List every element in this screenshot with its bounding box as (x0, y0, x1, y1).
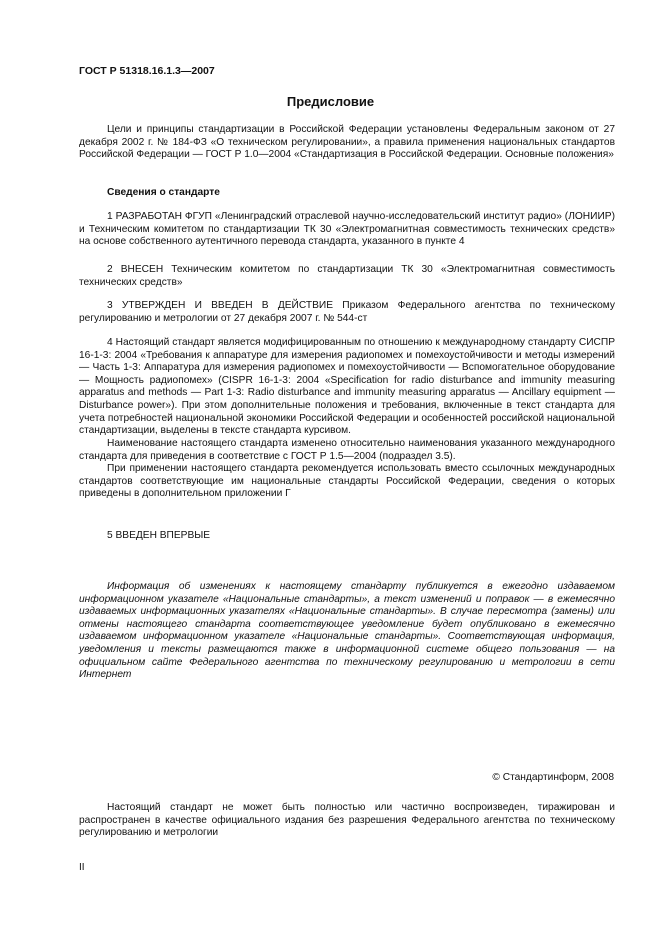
item-4-references: При применении настоящего стандарта рекомендуется использовать вместо ссылочных международных стандартов соответствующие им национальные стандарты Российской Федерации, сведения о которых приведены в дополнительном приложении Г (79, 463, 615, 500)
page-number: II (79, 862, 85, 873)
item-4-naming: Наименование настоящего стандарта изменено относительно наименования указанного международного стандарта для приведения в соответствие с ГОСТ Р 1.5—2004 (подраздел 3.5). (79, 438, 615, 462)
reproduction-notice: Настоящий стандарт не может быть полностью или частично воспроизведен, тиражирован и распространен в качестве официального издания без разрешения Федерального агентства по техническому регулированию и метрологии (79, 802, 615, 839)
intro-paragraph: Цели и принципы стандартизации в Российской Федерации установлены Федеральным законом от 27 декабря 2002 г. № 184-ФЗ «О техническом регулировании», а правила применения национальных стандартов Российской Федерации — ГОСТ Р 1.0—2004 «Стандартизация в Российской Федерации. Основные положения» (79, 124, 615, 161)
item-5: 5 ВВЕДЕН ВПЕРВЫЕ (107, 530, 211, 541)
section-heading: Сведения о стандарте (107, 187, 220, 198)
item-2: 2 ВНЕСЕН Техническим комитетом по стандартизации ТК 30 «Электромагнитная совместимость технических средств» (79, 264, 615, 288)
copyright: © Стандартинформ, 2008 (492, 772, 614, 783)
item-3: 3 УТВЕРЖДЕН И ВВЕДЕН В ДЕЙСТВИЕ Приказом Федерального агентства по техническому регулированию и метрологии от 27 декабря 2007 г. № 544-ст (79, 300, 615, 324)
item-1: 1 РАЗРАБОТАН ФГУП «Ленинградский отраслевой научно-исследовательский институт радио» (ЛОНИИР) и Техническим комитетом по стандартизации ТК 30 «Электромагнитная совместимость технических средств» на основе собственного аутентичного перевода стандарта, указанного в пункте 4 (79, 211, 615, 248)
page-title: Предисловие (286, 94, 375, 109)
notice-paragraph: Информация об изменениях к настоящему стандарту публикуется в ежегодно издаваемом информационном указателе «Национальные стандарты», а текст изменений и поправок — в ежемесячно издаваемых информационных указателях «Национальные стандарты». В случае пересмотра (замены) или отмены настоящего стандарта соответствующее уведомление будет опубликовано в ежемесячно издаваемом информационном указателе «Национальные стандарты». Соответствующая информация, уведомления и тексты размещаются также в информационной системе общего пользования — на официальном сайте Федерального агентства по техническому регулированию и метрологии в сети Интернет (79, 581, 615, 681)
item-4: 4 Настоящий стандарт является модифицированным по отношению к международному стандарту СИСПР 16-1-3: 2004 «Требования к аппаратуре для измерения радиопомех и помехоустойчивости и методы измерений — Часть 1-3: Аппаратура для измерения радиопомех и помехоустойчивости — Вспомогательное оборудование — Мощность радиопомех» (CISPR 16-1-3: 2004 «Specification for radio disturbance and immunity measuring apparatus and methods — Part 1-3: Radio disturbance and immunity measuring apparatus — Ancillary equipment — Disturbance power»). При этом дополнительные положения и требования, включенные в текст стандарта для учета потребностей национальной экономики Российской Федерации и особенностей российской национальной стандартизации, выделены в тексте стандарта курсивом. (79, 337, 615, 437)
document-code: ГОСТ Р 51318.16.1.3—2007 (79, 65, 215, 77)
